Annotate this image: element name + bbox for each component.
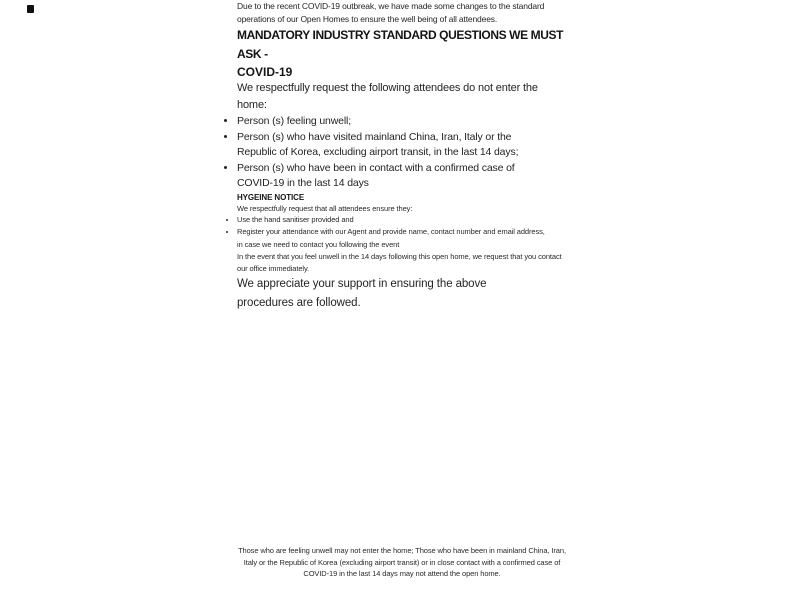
hygiene-bullet-item: • Register your attendance with our Agent and provide name, contact number and email address, in case we need to contact you following the event [237, 226, 567, 251]
covid-request-paragraph: We respectfully request the following attendees do not enter the home: [237, 82, 538, 111]
page-corner-mark [27, 5, 34, 13]
hygiene-bullet-item: • Use the hand sanitiser provided and [237, 214, 567, 227]
covid-bullet-list [237, 114, 567, 192]
unwell-followup-paragraph: In the event that you feel unwell in the 14 days following this open home, we request that you contact our office immediately. [237, 252, 562, 273]
hygiene-request-paragraph: We respectfully request that all attendees ensure they: [237, 203, 413, 213]
covid-bullet-item: • Person (s) who have visited mainland China, Iran, Italy or the Republic of Korea, excluding airport transit, in the last 14 days; [237, 130, 567, 161]
closing-paragraph: We appreciate your support in ensuring the above procedures are followed. [237, 278, 487, 309]
hygiene-section-title: HYGEINE NOTICE [237, 192, 305, 202]
covid-bullet-item: • Person (s) who have been in contact with a confirmed case of COVID-19 in the last 14 days [237, 161, 567, 192]
document-page [237, 0, 567, 600]
covid-section-title: COVID-19 [237, 65, 293, 79]
covid-bullet-item: • Person (s) feeling unwell; [237, 114, 567, 130]
intro-paragraph: Due to the recent COVID-19 outbreak, we have made some changes to the standard operations of our Open Homes to ensure the well being of all attendees. [237, 1, 545, 24]
main-heading: MANDATORY INDUSTRY STANDARD QUESTIONS WE MUST ASK - [237, 28, 564, 61]
hygiene-bullet-list [237, 214, 567, 252]
footer-notice: Those who are feeling unwell may not enter the home; Those who have been in mainland China, Iran, Italy or the Republic of Korea (excluding airport transit) or in close contact with a confirmed case of COVID-19 in the last 14 days may not attend the open home. [238, 546, 566, 578]
